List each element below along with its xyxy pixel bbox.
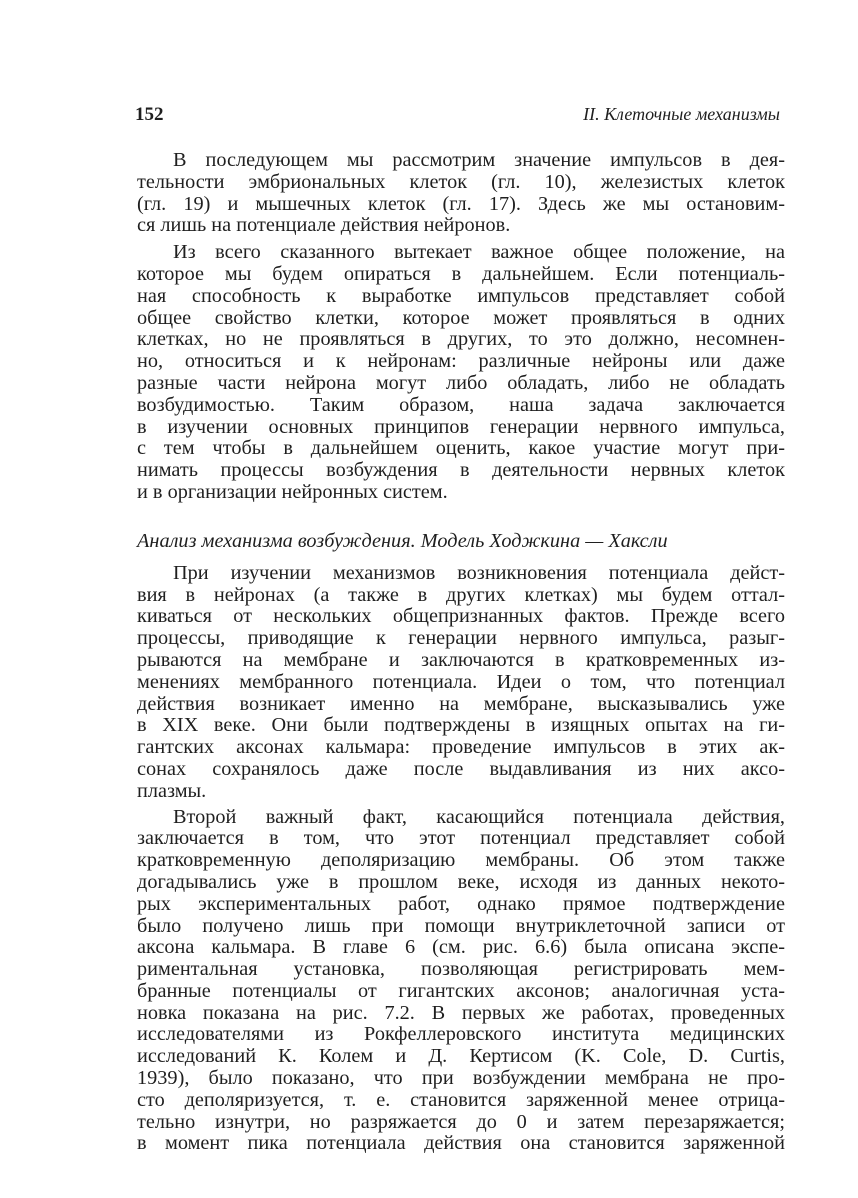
paragraph <box>137 242 785 504</box>
text-line: бранные потенциалы от гигантских аксонов; аналогичная уста- <box>137 979 785 1002</box>
text-line: действия возникает именно на мембране, высказывались уже <box>137 692 785 715</box>
running-head: II. Клеточные механизмы <box>583 104 780 124</box>
text-line: риментальная установка, позволяющая регистрировать мем- <box>137 958 785 981</box>
text-line: менениях мембранного потенциала. Идеи о том, что потенциал <box>137 670 785 693</box>
text-line: сто деполяризуется, т. е. становится заряженной менее отрица- <box>137 1088 785 1111</box>
text-line: новка показана на рис. 7.2. В первых же работах, проведенных <box>137 1001 785 1024</box>
paragraph <box>137 807 785 1156</box>
text-line: исследователями из Рокфеллеровского института медицинских <box>137 1023 785 1046</box>
text-line: клетках, но не проявляться в других, то это должно, несомнен- <box>137 328 785 351</box>
text-line: с тем чтобы в дальнейшем оценить, какое участие могут при- <box>137 437 785 460</box>
text-line: рых экспериментальных работ, однако прямое подтверждение <box>137 892 785 915</box>
text-line: гантских аксонах кальмара: проведение импульсов в этих ак- <box>137 736 785 759</box>
text-line: которое мы будем опираться в дальнейшем. Если потенциаль- <box>137 262 785 285</box>
text-line: При изучении механизмов возникновения потенциала дейст- <box>173 561 785 584</box>
text-line: рываются на мембране и заключаются в кратковременных из- <box>137 648 785 671</box>
page-number: 152 <box>135 104 164 125</box>
text-line: заключается в том, что этот потенциал представляет собой <box>137 827 785 850</box>
text-line: было получено лишь при помощи внутриклеточной записи от <box>137 914 785 937</box>
text-line: Из всего сказанного вытекает важное общее положение, на <box>173 241 785 264</box>
text-line: вия в нейронах (а также в других клетках) мы будем оттал- <box>137 583 785 606</box>
text-line: и в организации нейронных систем. <box>137 480 448 503</box>
text-line: но, относиться и к нейронам: различные нейроны или даже <box>137 350 785 373</box>
paragraph <box>137 563 785 803</box>
text-line: процессы, приводящие к генерации нервного импульса, разыг- <box>137 627 785 650</box>
text-line: (гл. 19) и мышечных клеток (гл. 17). Здесь же мы остановим- <box>137 192 785 215</box>
text-line: тельно изнутри, но разряжается до 0 и затем перезаряжается; <box>137 1110 785 1133</box>
text-line: ся лишь на потенциале действия нейронов. <box>137 214 511 237</box>
page-header <box>135 104 780 130</box>
text-line: разные части нейрона могут либо обладать, либо не обладать <box>137 371 785 394</box>
text-line: 1939), было показано, что при возбуждении мембрана не про- <box>137 1067 785 1090</box>
text-line: кратковременную деполяризацию мембраны. Об этом также <box>137 849 785 872</box>
text-line: в момент пика потенциала действия она становится заряженной <box>137 1132 785 1155</box>
text-line: В последующем мы рассмотрим значение импульсов в дея- <box>173 149 785 171</box>
text-line: плазмы. <box>137 779 207 802</box>
body-text <box>137 150 785 1155</box>
text-line: киваться от нескольких общепризнанных фактов. Прежде всего <box>137 605 785 628</box>
text-line: в изучении основных принципов генерации нервного импульса, <box>137 415 785 438</box>
text-line: исследований К. Колем и Д. Кертисом (K. Cole, D. Curtis, <box>137 1045 785 1068</box>
text-line: аксона кальмара. В главе 6 (см. рис. 6.6) была описана экспе- <box>137 936 785 959</box>
text-line: возбудимостью. Таким образом, наша задача заключается <box>137 393 785 416</box>
text-line: тельности эмбриональных клеток (гл. 10), железистых клеток <box>137 170 785 193</box>
section-heading: Анализ механизма возбуждения. Модель Ходжкина — Хаксли <box>137 529 668 552</box>
text-line: догадывались уже в прошлом веке, исходя из данных некото- <box>137 870 785 893</box>
paragraph <box>137 150 785 237</box>
text-line: общее свойство клетки, которое может проявляться в одних <box>137 306 785 329</box>
text-line: в XIX веке. Они были подтверждены в изящных опытах на ги- <box>137 714 785 737</box>
text-line: Второй важный факт, касающийся потенциала действия, <box>173 805 785 828</box>
text-line: нимать процессы возбуждения в деятельности нервных клеток <box>137 459 785 482</box>
text-line: ная способность к выработке импульсов представляет собой <box>137 284 785 307</box>
text-line: сонах сохранялось даже после выдавливания из них аксо- <box>137 757 785 780</box>
